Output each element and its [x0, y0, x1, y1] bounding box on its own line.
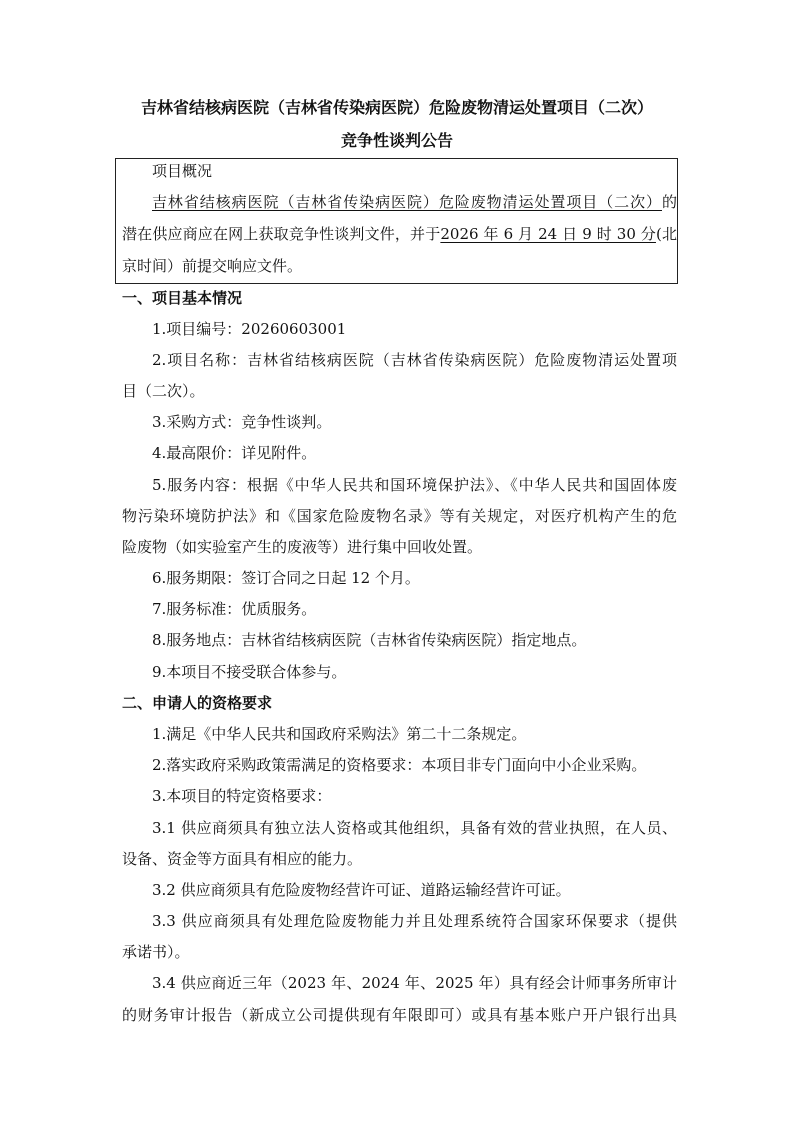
document-subtitle: 竞争性谈判公告 — [340, 131, 453, 150]
item-service-content: 5.服务内容：根据《中华人民共和国环境保护法》、《中华人民共和国固体废 — [152, 476, 677, 494]
qual-item-3-4-cont: 的财务审计报告（新成立公司提供现有年限即可）或具有基本账户开户银行出具 — [122, 1006, 677, 1024]
item-service-location: 8.服务地点：吉林省结核病医院（吉林省传染病医院）指定地点。 — [152, 631, 587, 649]
overview-deadline: 2026 年 6 月 24 日 9 时 30 分 — [440, 225, 656, 243]
item-no-consortium: 9.本项目不接受联合体参与。 — [152, 663, 347, 681]
qual-item-1: 1.满足《中华人民共和国政府采购法》第二十二条规定。 — [152, 725, 527, 743]
item-max-price: 4.最高限价：详见附件。 — [152, 444, 317, 462]
overview-line-1: 吉林省结核病医院（吉林省传染病医院）危险废物清运处置项目（二次）的 — [152, 193, 677, 211]
qual-item-3-4: 3.4 供应商近三年（2023 年、2024 年、2025 年）具有经会计师事务所审计 — [152, 974, 677, 992]
section-heading-basic-info: 一、项目基本情况 — [122, 289, 243, 307]
overview-label: 项目概况 — [152, 162, 213, 180]
document-title: 吉林省结核病医院（吉林省传染病医院）危险废物清运处置项目（二次） — [140, 98, 653, 117]
overview-project-name: 吉林省结核病医院（吉林省传染病医院）危险废物清运处置项目（二次） — [152, 193, 662, 211]
item-service-content-cont-2: 险废物（如实验室产生的废液等）进行集中回收处置。 — [122, 538, 483, 556]
qual-item-3-2: 3.2 供应商须具有危险废物经营许可证、道路运输经营许可证。 — [152, 881, 571, 899]
qual-item-3-1-cont: 设备、资金等方面具有相应的能力。 — [122, 850, 363, 868]
overview-line-2: 潜在供应商应在网上获取竞争性谈判文件，并于2026 年 6 月 24 日 9 时 30 分(北 — [122, 225, 677, 243]
qual-item-2: 2.落实政府采购政策需满足的资格要求：本项目非专门面向中小企业采购。 — [152, 756, 647, 774]
section-heading-qualifications: 二、申请人的资格要求 — [122, 694, 273, 712]
item-service-standard: 7.服务标准：优质服务。 — [152, 600, 317, 618]
item-project-number: 1.项目编号：20260603001 — [152, 320, 347, 338]
item-project-name: 2.项目名称：吉林省结核病医院（吉林省传染病医院）危险废物清运处置项 — [152, 351, 677, 369]
item-project-name-cont: 目（二次）。 — [122, 382, 205, 400]
item-procurement-method: 3.采购方式：竞争性谈判。 — [152, 413, 332, 431]
overview-line-3: 京时间）前提交响应文件。 — [122, 257, 303, 275]
qual-item-3-3-cont: 承诺书）。 — [122, 943, 190, 961]
qual-item-3: 3.本项目的特定资格要求： — [152, 787, 332, 805]
item-service-content-cont-1: 物污染环境防护法》和《国家危险废物名录》等有关规定，对医疗机构产生的危 — [122, 507, 677, 525]
qual-item-3-1: 3.1 供应商须具有独立法人资格或其他组织，具备有效的营业执照，在人员、 — [152, 819, 677, 837]
item-service-period: 6.服务期限：签订合同之日起 12 个月。 — [152, 569, 420, 587]
qual-item-3-3: 3.3 供应商须具有处理危险废物能力并且处理系统符合国家环保要求（提供 — [152, 912, 677, 930]
